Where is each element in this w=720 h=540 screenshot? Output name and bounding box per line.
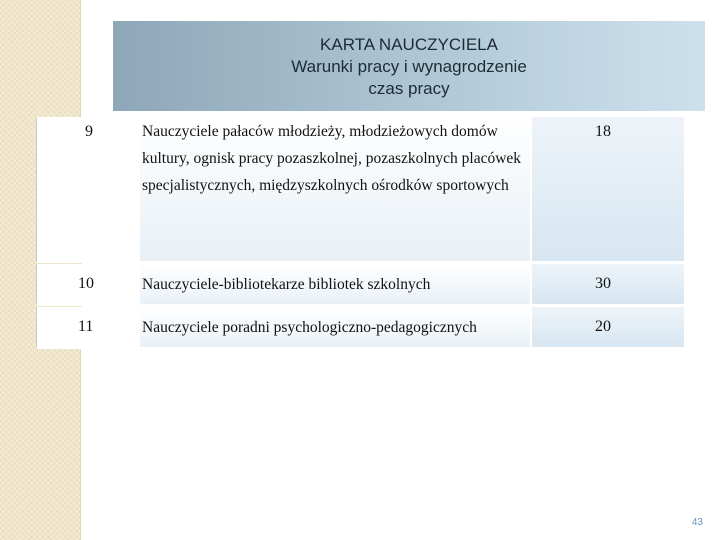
title-line-2: Warunki pracy i wynagrodzenie [291,57,527,76]
row-hours: 18 [595,123,611,140]
row-number-cell [36,264,140,306]
description-cell [140,307,532,349]
table-row [36,307,684,349]
row-number: 11 [78,318,94,335]
slide-title-box [113,21,705,111]
title-line-3: czas pracy [368,79,450,98]
row-number: 10 [78,275,94,292]
row-description: Nauczyciele-bibliotekarze bibliotek szkolnych [142,276,431,293]
title-line-1: KARTA NAUCZYCIELA [320,35,498,54]
row-number-cell [36,117,140,263]
row-number-cell [36,307,140,349]
page-number: 43 [691,517,703,528]
hours-cell [532,264,684,306]
table-row [36,117,684,263]
row-description: Nauczyciele poradni psychologiczno-pedagogicznych [142,319,477,336]
row-hours: 20 [595,318,611,335]
row-hours: 30 [595,275,611,292]
table-row [36,264,684,306]
hours-cell [532,307,684,349]
description-cell [140,264,532,306]
hours-cell [532,117,684,263]
row-description: Nauczyciele pałaców młodzieży, młodzieżowych domów kultury, ognisk pracy pozaszkolnej, pozaszkolnych placówek specjalistycznych, międzyszkolnych ośrodków sportowych [142,123,522,194]
row-number: 9 [85,123,93,140]
description-cell [140,117,532,263]
